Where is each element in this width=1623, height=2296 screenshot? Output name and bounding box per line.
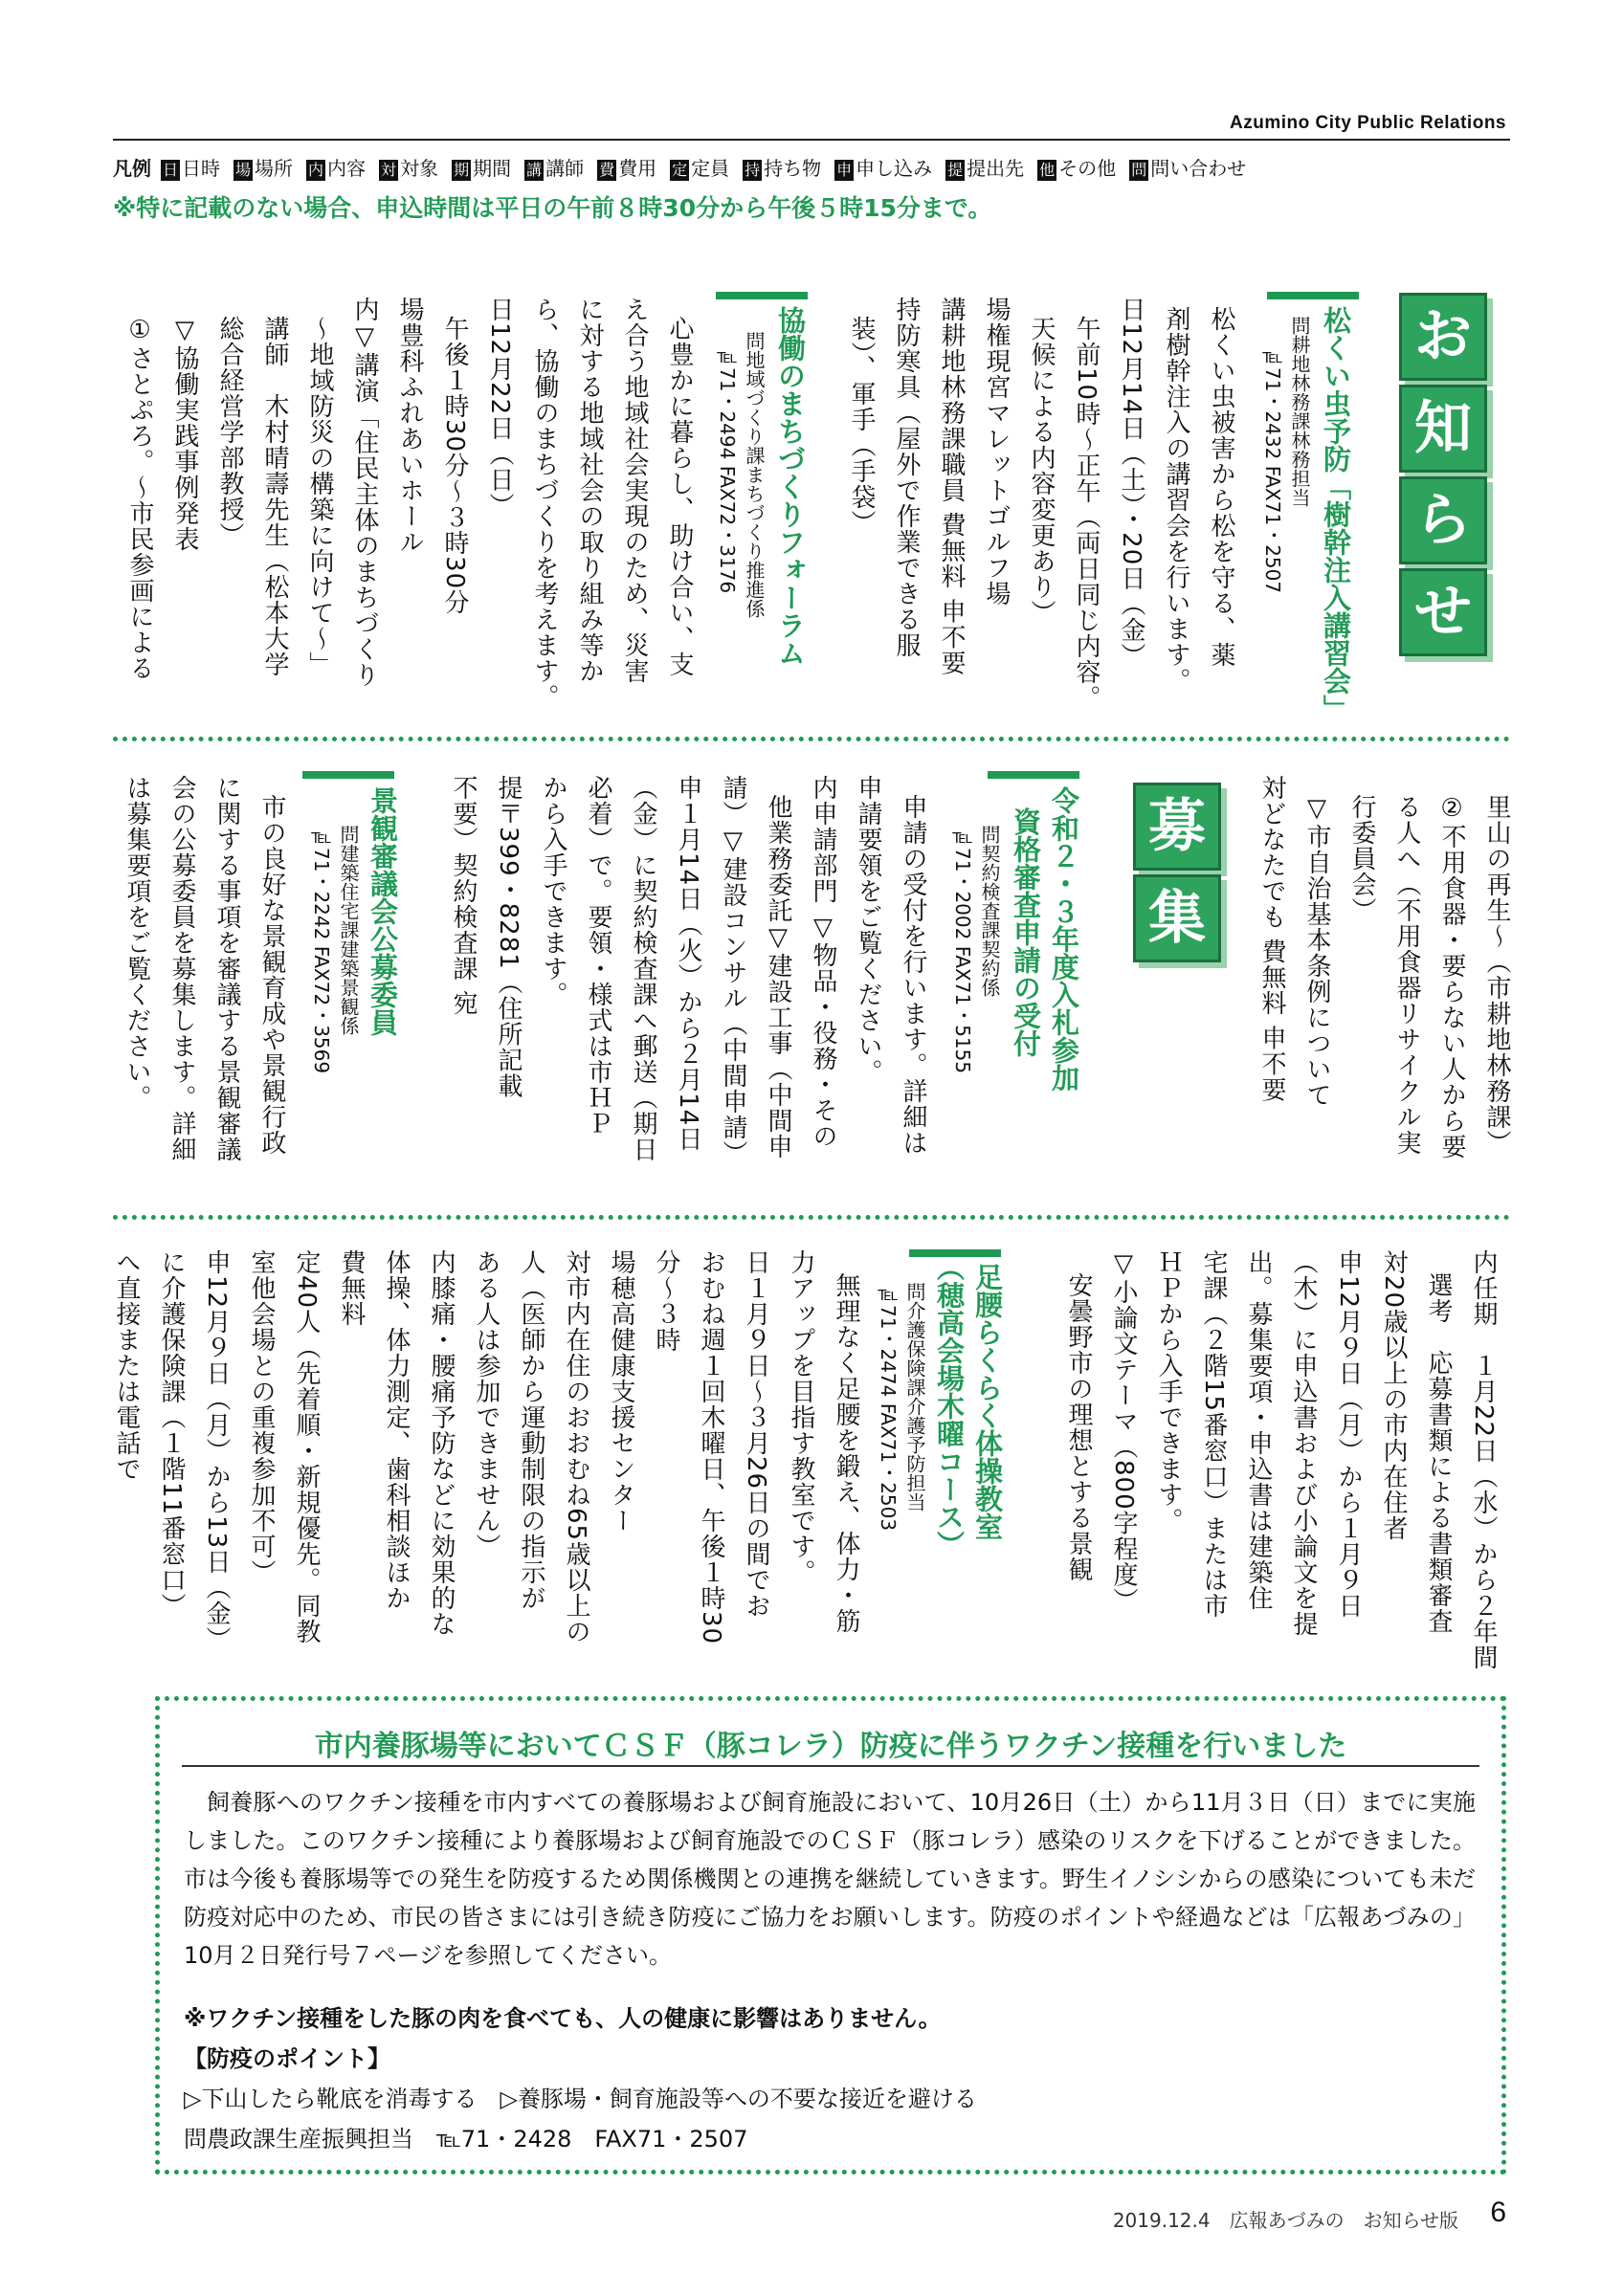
publication-title: Azumino City Public Relations — [1230, 113, 1506, 133]
article-title-ashikoshi-2: （穂高会場木曜コース） — [933, 1253, 966, 1558]
legend-item: 申 申し込み — [836, 157, 933, 180]
body-text: に関する事項を審議する景観審議 — [212, 775, 241, 1162]
csf-note: ※ワクチン接種をした豚の肉を食べても、人の健康に影響はありません。 — [184, 2005, 942, 2032]
article-title-bar — [716, 292, 808, 299]
body-text: 無理なく足腰を鍛え、体力・筋 — [832, 1272, 860, 1634]
body-text: 心豊かに暮らし、助け合い、支 — [665, 316, 694, 677]
article-contact: 問契約検査課契約係 — [978, 825, 1001, 997]
legend-item: 問 問い合わせ — [1131, 157, 1247, 180]
article-tel: ℡71・2002 FAX71・5155 — [951, 825, 974, 1074]
body-text: 日１月９日〜３月26日の間でお — [742, 1249, 770, 1620]
body-text: ら、協働のまちづくりを考えます。 — [530, 297, 559, 710]
body-text: 場権現宮マレットゴルフ場 — [982, 297, 1011, 607]
csf-contact: 問農政課生産振興担当 ℡71・2428 FAX71・2507 — [184, 2126, 748, 2152]
body-text: 剤樹幹注入の講習会を行います。 — [1162, 306, 1190, 694]
body-text: ②不用食器・要らない人から要 — [1437, 794, 1466, 1159]
body-text: 申請の受付を行います。詳細は — [899, 794, 927, 1156]
body-text: 場豊科ふれあいホール — [395, 297, 424, 555]
section-divider — [113, 1215, 1510, 1220]
body-text: 装）、軍手（手袋） — [847, 316, 876, 536]
body-text: 出。募集要項・申込書は建築住 — [1244, 1249, 1273, 1611]
legend-item: 講 講師 — [526, 157, 585, 180]
csf-title: 市内養豚場等においてＣＳＦ（豚コレラ）防疫に伴うワクチン接種を行いました — [314, 1730, 1347, 1763]
body-text: 他業務委託▽建設工事（中間申 — [764, 794, 792, 1159]
body-text: おむね週１回木曜日、午後１時30 — [697, 1249, 725, 1645]
legend-item: 他 その他 — [1039, 157, 1117, 180]
body-text: 申12月９日（月）から１月９日 — [1334, 1249, 1363, 1620]
article-title-matsukui: 松くい虫予防「樹幹注入講習会」 — [1320, 306, 1352, 722]
body-text: 内任期 １月22日（水）から２年間 — [1469, 1249, 1498, 1671]
body-text: 内申請部門 ▽物品・役務・その — [809, 775, 837, 1150]
body-text: 安曇野市の理想とする景観 — [1064, 1272, 1093, 1582]
csf-title-rule — [182, 1765, 1479, 1767]
body-text: ▽小論文テーマ（800字程度） — [1109, 1249, 1138, 1614]
footer-issue: 2019.12.4 広報あづみの お知らせ版 — [1112, 2209, 1458, 2232]
body-text: 日12月22日（日） — [485, 297, 514, 519]
legend-item: 定 定員 — [672, 157, 730, 180]
body-text: 松くい虫被害から松を守る、薬 — [1207, 306, 1235, 668]
body-text: （木）に申込書および小論文を提 — [1289, 1249, 1318, 1637]
body-text: え合う地域社会実現のため、災害 — [620, 297, 649, 684]
body-text: 里山の再生〜（市耕地林務課） — [1482, 794, 1511, 1156]
body-text: 定40人（先着順・新規優先。同教 — [292, 1249, 321, 1645]
body-text: は募集要項をご覧ください。 — [122, 775, 151, 1111]
body-text: へ直接または電話で — [112, 1249, 141, 1482]
category-oshirase-3: ら — [1399, 476, 1487, 564]
category-oshirase-4: せ — [1399, 568, 1487, 656]
body-text: 提〒399・8281（住所記載 — [494, 775, 522, 1099]
body-text: 講師 木村晴壽先生（松本大学 — [260, 316, 289, 677]
article-title-keikan: 景観審議会公募委員 — [367, 786, 399, 1036]
body-text: 対20歳以上の市内在住者 — [1379, 1249, 1408, 1542]
body-text: 宅課（２階15番窓口）または市 — [1199, 1249, 1228, 1620]
body-text: 会の公募委員を募集します。詳細 — [167, 775, 196, 1162]
legend-item: 持 持ち物 — [745, 157, 822, 180]
body-text: 費無料 — [337, 1249, 366, 1327]
body-text: 人（医師から運動制限の指示が — [517, 1249, 545, 1611]
body-text: 場穂高健康支援センター — [607, 1249, 635, 1534]
body-text: 内▽講演「住民主体のまちづくり — [350, 297, 379, 688]
category-boshu-2: 集 — [1133, 874, 1221, 962]
article-title-bar — [1267, 292, 1359, 299]
body-text: 対市内在住のおおむね65歳以上の — [562, 1249, 590, 1645]
legend-item: 期 期間 — [454, 157, 512, 180]
csf-points-title: 【防疫のポイント】 — [184, 2045, 390, 2072]
legend-item: 費 費用 — [599, 157, 657, 180]
body-text: 対どなたでも 費無料 申不要 — [1257, 775, 1286, 1103]
body-text: る人へ（不用食器リサイクル実 — [1392, 794, 1421, 1156]
body-text: 力アップを目指す教室です。 — [787, 1249, 815, 1585]
page-number: 6 — [1490, 2197, 1506, 2228]
article-title-kyodo: 協働のまちづくりフォーラム — [774, 306, 807, 667]
article-contact: 問建築住宅課建築景観係 — [337, 825, 360, 1035]
body-text: 請）▽建設コンサル（中間申請） — [719, 775, 747, 1166]
body-text: 総合経営学部教授） — [215, 316, 244, 548]
body-text: ①さとぷろ。〜市民参画による — [125, 316, 154, 681]
legend — [113, 153, 1256, 181]
body-text: 申12月９日（月）から13日（金） — [202, 1249, 231, 1653]
section-divider — [113, 737, 1510, 741]
body-text: 申１月14日（火）から２月14日 — [674, 775, 702, 1153]
article-tel: ℡71・2242 FAX72・3569 — [310, 825, 333, 1074]
body-text: に介護保険課（１階11番窓口） — [157, 1249, 186, 1620]
body-text: ある人は参加できません） — [472, 1249, 500, 1559]
article-title-ashikoshi-1: 足腰らくらく体操教室 — [971, 1263, 1004, 1540]
article-tel: ℡71・2494 FAX72・3176 — [716, 344, 739, 594]
body-text: 選考 応募書類による書類審査 — [1424, 1272, 1453, 1634]
legend-item: 場 場所 — [235, 157, 294, 180]
body-text: 市の良好な景観育成や景観行政 — [257, 794, 286, 1156]
body-text: 分〜３時 — [652, 1249, 680, 1353]
category-boshu-1: 募 — [1133, 783, 1221, 871]
body-text: ＨＰから入手できます。 — [1154, 1249, 1183, 1534]
body-text: （金）に契約検査課へ郵送（期日 — [629, 775, 657, 1162]
body-text: 内膝痛・腰痛予防などに効果的な — [427, 1249, 456, 1637]
article-title-bar — [988, 771, 1079, 779]
body-text: 行委員会） — [1347, 794, 1376, 923]
body-text: ▽協働実践事例発表 — [170, 316, 199, 552]
body-text: から入手できます。 — [539, 775, 567, 1007]
header-rule — [113, 139, 1510, 141]
body-text: 必着）で。要領・様式は市ＨＰ — [584, 775, 612, 1137]
legend-item: 対 対象 — [381, 157, 439, 180]
article-contact: 問耕地林務課林務担当 — [1288, 316, 1311, 507]
article-title-bar — [302, 771, 394, 779]
body-text: ▽市自治基本条例について — [1302, 794, 1331, 1108]
article-title-nyusatsu-1: 令和２・３年度入札参加 — [1048, 786, 1080, 1092]
article-contact: 問介護保険課介護予防担当 — [903, 1282, 926, 1512]
article-title-nyusatsu-2: 資格審査申請の受付 — [1010, 807, 1042, 1057]
csf-points: ▷下山したら靴底を消毒する ▷養豚場・飼育施設等への不要な接近を避ける — [184, 2086, 977, 2112]
body-text: 午前10時〜正午（両日同じ内容。 — [1072, 316, 1101, 712]
csf-body: 飼養豚へのワクチン接種を市内すべての養豚場および飼育施設において、10月26日（土）から11月３日（日）までに実施しました。このワクチン接種により養豚場および飼育施設でのＣＳＦ（豚コレラ）感染のリスクを下げることができました。市は今後も養豚場等での発生を防疫するため関係機関との連携を継続していきます。野生イノシシからの感染についても未だ防疫対応中のため、市民の皆さまには引き続き防疫にご協力をお願いします。防疫のポイントや経過などは「広報あづみの」10月２日発行号７ページを参照してください。 — [184, 1789, 1476, 1969]
application-time-notice: ※特に記載のない場合、申込時間は平日の午前８時30分から午後５時15分まで。 — [113, 194, 992, 222]
legend-item: 内 内容 — [308, 157, 367, 180]
category-oshirase-2: 知 — [1399, 385, 1487, 473]
legend-item: 日 日時 — [163, 157, 221, 180]
body-text: 室他会場との重複参加不可） — [247, 1249, 276, 1585]
body-text: 午後１時30分〜３時30分 — [440, 316, 469, 616]
body-text: 天候による内容変更あり） — [1027, 316, 1056, 626]
legend-item: 提 提出先 — [947, 157, 1025, 180]
body-text: 申請要領をご覧ください。 — [854, 775, 882, 1085]
body-text: 講耕地林務課職員 費無料 申不要 — [937, 297, 966, 676]
article-tel: ℡71・2474 FAX71・2503 — [877, 1282, 900, 1532]
body-text: 日12月14日（土）・20日（金） — [1117, 297, 1145, 670]
legend-label: 凡例 — [113, 157, 151, 180]
body-text: に対する地域社会の取り組み等か — [575, 297, 604, 684]
category-oshirase-1: お — [1399, 293, 1487, 381]
article-contact: 問地域づくり課まちづくり推進係 — [743, 331, 766, 618]
article-tel: ℡71・2432 FAX71・2507 — [1261, 344, 1284, 594]
body-text: 持防寒具（屋外で作業できる服 — [892, 297, 921, 658]
body-text: 体操、体力測定、歯科相談ほか — [382, 1249, 411, 1611]
body-text: 〜地域防災の構築に向けて〜」 — [305, 316, 334, 677]
body-text: 不要）契約検査課 宛 — [449, 775, 478, 1017]
